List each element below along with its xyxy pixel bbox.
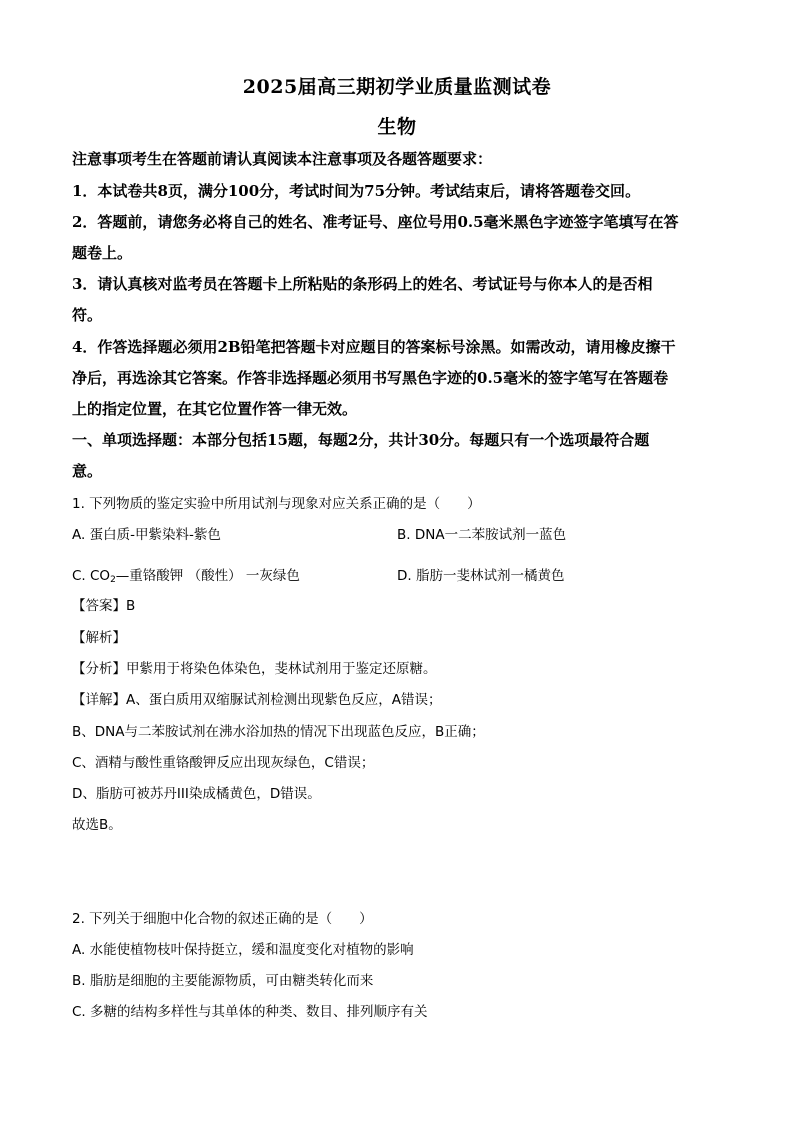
q1-analysis-tag: 【解析】 <box>72 630 126 646</box>
exam-title: 2025届高三期初学业质量监测试卷 <box>242 76 552 98</box>
q1-option-c-prefix: C. CO <box>72 568 111 584</box>
answer-tag: 【答案】 <box>72 598 126 614</box>
notice-item-3-line-2: 符。 <box>72 306 103 324</box>
notice-item-4-line-2: 净后，再选涂其它答案。作答非选择题必须用书写黑色字迹的0.5毫米的签字笔写在答题卷 <box>72 369 669 387</box>
q1-option-c <box>72 566 300 590</box>
answer-value: B <box>126 598 136 614</box>
q1-option-b: B. DNA一二苯胺试剂一蓝色 <box>397 527 567 543</box>
q1-option-c-suffix: —重铬酸钾 （酸性） 一灰绿色 <box>115 568 300 584</box>
notice-item-2-line-1: 2．答题前，请您务必将自己的姓名、准考证号、座位号用0.5毫米黑色字迹签字笔填写在答 <box>72 213 679 231</box>
q1-answer <box>72 596 135 616</box>
notice-item-1: 1．本试卷共8页，满分100分，考试时间为75分钟。考试结束后，请将答题卷交回。 <box>72 182 641 200</box>
q2-option-b: B. 脂肪是细胞的主要能源物质，可由糖类转化而来 <box>72 973 374 989</box>
q1-fenxi: 【分析】甲紫用于将染色体染色，斐林试剂用于鉴定还原糖。 <box>72 661 437 677</box>
q1-xiangjie: 【详解】A、蛋白质用双缩脲试剂检测出现紫色反应，A错误； <box>72 692 442 708</box>
q1-explain-c: C、酒精与酸性重铬酸钾反应出现灰绿色，C错误； <box>72 755 375 771</box>
q1-option-d: D. 脂肪一斐林试剂一橘黄色 <box>397 568 565 584</box>
notice-item-4-line-3: 上的指定位置，在其它位置作答一律无效。 <box>72 400 358 418</box>
q1-explain-b: B、DNA与二苯胺试剂在沸水浴加热的情况下出现蓝色反应，B正确； <box>72 724 485 740</box>
q1-conclusion: 故选B。 <box>72 817 122 833</box>
q2-option-a: A. 水能使植物枝叶保持挺立，缓和温度变化对植物的影响 <box>72 942 414 958</box>
q2-option-c: C. 多糖的结构多样性与其单体的种类、数目、排列顺序有关 <box>72 1004 428 1020</box>
notice-item-3-line-1: 3．请认真核对监考员在答题卡上所粘贴的条形码上的姓名、考试证号与你本人的是否相 <box>72 275 653 293</box>
q1-option-c-subscript: 2 <box>110 575 116 585</box>
q1-explain-d: D、脂肪可被苏丹III染成橘黄色，D错误。 <box>72 786 321 802</box>
notice-item-2-line-2: 题卷上。 <box>72 244 133 262</box>
subject-title: 生物 <box>377 116 417 138</box>
notice-item-4-line-1: 4．作答选择题必须用2B铅笔把答题卡对应题目的答案标号涂黑。如需改动，请用橡皮擦干 <box>72 338 676 356</box>
q1-stem: 1. 下列物质的鉴定实验中所用试剂与现象对应关系正确的是（ ） <box>72 496 481 512</box>
section-heading-line-2: 意。 <box>72 462 103 480</box>
notice-heading: 注意事项考生在答题前请认真阅读本注意事项及各题答题要求： <box>72 150 493 168</box>
q1-option-a: A. 蛋白质-甲紫染料-紫色 <box>72 527 221 543</box>
q2-stem: 2. 下列关于细胞中化合物的叙述正确的是（ ） <box>72 911 373 927</box>
section-heading-line-1: 一、单项选择题：本部分包括15题，每题2分，共计30分。每题只有一个选项最符合题 <box>72 431 650 449</box>
